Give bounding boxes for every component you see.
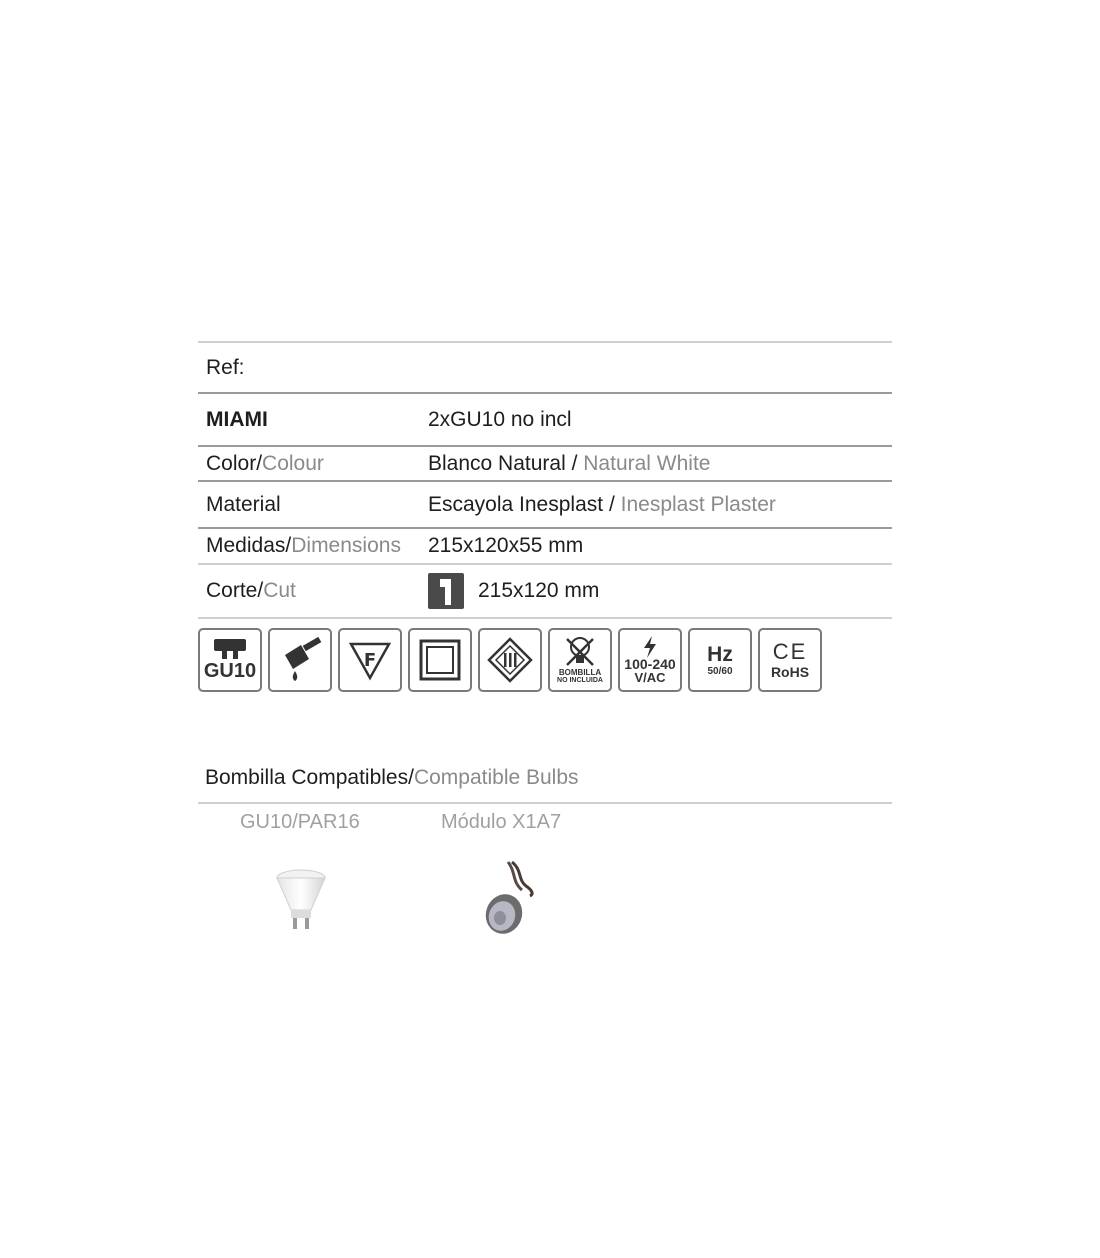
dimensions-label-es: Medidas [206, 534, 286, 557]
ce-mark: CE [772, 638, 808, 664]
material-label: Material [206, 492, 281, 516]
bulb-label-module: Módulo X1A7 [441, 811, 562, 833]
square-frame-icon [408, 628, 472, 692]
color-value [428, 452, 892, 476]
lamp-value: 2xGU10 no incl [428, 407, 572, 431]
diamond-shape [487, 637, 533, 683]
color-label-en: Colour [262, 451, 324, 475]
cut-icon [428, 573, 464, 609]
bulb-label-gu10: GU10/PAR16 [240, 811, 360, 833]
led-module-icon [478, 860, 540, 938]
paint-brush-shape [275, 635, 325, 685]
ref-row [198, 343, 892, 392]
gu10-bulb-icon [274, 866, 328, 932]
square-shape [419, 639, 461, 681]
f-triangle-shape [348, 638, 392, 682]
bulb-not-included-line2: NO INCLUIDA [557, 677, 603, 684]
separator: / [408, 766, 414, 789]
crossed-bulb-shape [563, 635, 597, 669]
lightning-icon [642, 636, 658, 658]
dimensions-label-en: Dimensions [291, 534, 401, 557]
dimensions-value: 215x120x55 mm [428, 534, 584, 557]
certification-icons [198, 628, 892, 692]
voltage-unit: V/AC [634, 670, 666, 685]
cut-label-en: Cut [263, 579, 296, 602]
dimensions-row [198, 529, 892, 563]
class-ii-icon [478, 628, 542, 692]
divider [198, 617, 892, 619]
model-name: MIAMI [206, 407, 268, 431]
cut-label-es: Corte [206, 579, 258, 602]
separator: / [257, 579, 264, 602]
dimensions-label [198, 534, 428, 558]
model-row [198, 394, 892, 445]
separator: / [603, 492, 621, 516]
color-row [198, 447, 892, 480]
separator: / [565, 451, 584, 475]
bulb-not-included-icon [548, 628, 612, 692]
voltage-value: 100-240 [624, 656, 676, 672]
socket-shape [213, 639, 247, 661]
bulb-not-included-line1: BOMBILLA [558, 668, 602, 677]
title-es: Bombilla Compatibles [205, 766, 409, 789]
color-value-en: Natural White [583, 451, 711, 475]
cut-row [198, 565, 892, 617]
ce-rohs-icon [758, 628, 822, 692]
spec-sheet [198, 341, 892, 692]
color-label-es: Color [206, 451, 257, 475]
material-value [428, 493, 892, 517]
paint-brush-icon [268, 628, 332, 692]
divider [198, 802, 892, 804]
material-value-es: Escayola Inesplast [428, 492, 604, 516]
ref-label: Ref: [206, 355, 245, 379]
f-letter: F [363, 650, 377, 671]
title-en: Compatible Bulbs [413, 766, 579, 789]
hz-value: 50/60 [707, 665, 733, 677]
color-label [198, 452, 428, 476]
separator: / [285, 534, 292, 557]
material-value-en: Inesplast Plaster [620, 492, 776, 516]
rohs-label: RoHS [770, 663, 810, 680]
separator: / [256, 451, 263, 475]
hz-label: Hz [707, 642, 733, 666]
color-value-es: Blanco Natural [428, 451, 566, 475]
cut-value: 215x120 mm [478, 579, 600, 602]
f-mark-icon [338, 628, 402, 692]
voltage-icon [618, 628, 682, 692]
cut-label [198, 579, 428, 603]
frequency-icon [688, 628, 752, 692]
gu10-label: GU10 [203, 660, 257, 682]
cut-value-wrap [428, 573, 892, 609]
gu10-socket-icon [198, 628, 262, 692]
compatible-bulbs-title [205, 766, 579, 790]
material-row [198, 482, 892, 527]
